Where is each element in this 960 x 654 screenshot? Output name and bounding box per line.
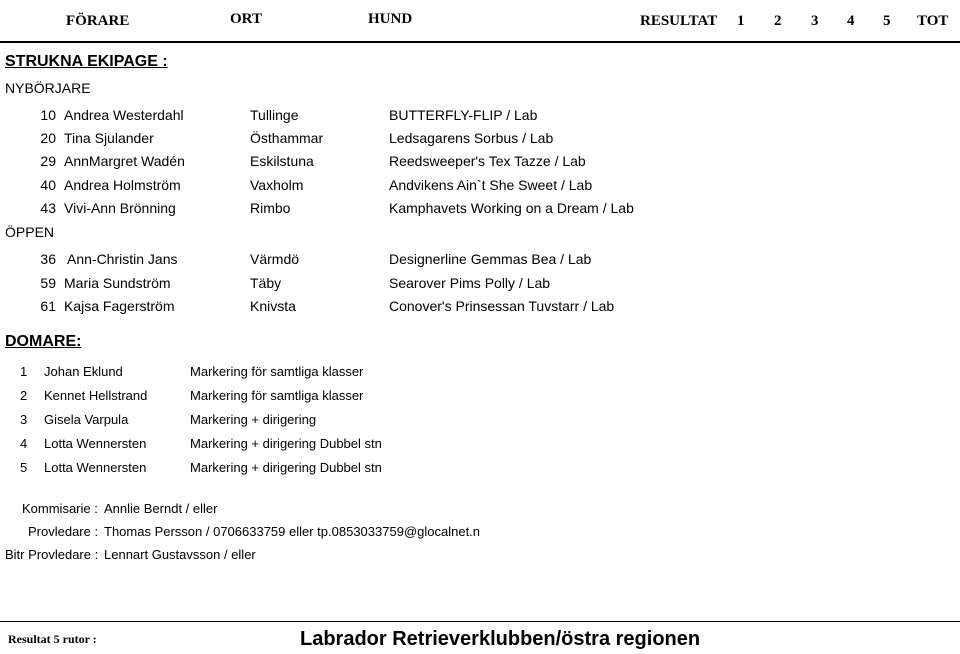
provledare-label: Provledare :: [28, 524, 99, 539]
handler-city: Tullinge: [250, 107, 299, 123]
dog-name: Conover's Prinsessan Tuvstarr / Lab: [389, 298, 615, 314]
domare-title: DOMARE:: [5, 333, 82, 350]
handler-city: Östhammar: [250, 130, 324, 146]
footer-club-name: Labrador Retrieverklubben/östra regionen: [300, 628, 701, 650]
judge-name: Lotta Wennersten: [44, 460, 147, 475]
dog-name: BUTTERFLY-FLIP / Lab: [389, 107, 538, 123]
handler-name: Tina Sjulander: [64, 130, 154, 146]
bitr-provledare-value: Lennart Gustavsson / eller: [104, 547, 256, 562]
handler-city: Värmdö: [250, 251, 300, 267]
judge-name: Lotta Wennersten: [44, 436, 147, 451]
handler-name: Maria Sundström: [64, 275, 171, 291]
handler-city: Rimbo: [250, 200, 291, 216]
handler-name: Ann-Christin Jans: [67, 251, 178, 267]
judge-task: Markering för samtliga klasser: [190, 364, 364, 379]
header-forare: FÖRARE: [66, 13, 130, 29]
dog-name: Kamphavets Working on a Dream / Lab: [389, 200, 634, 216]
footer-resultat-label: Resultat 5 rutor :: [8, 632, 97, 646]
dog-name: Searover Pims Polly / Lab: [389, 275, 551, 291]
header-col-3: 3: [811, 13, 819, 29]
kommisarie-value: Annlie Berndt / eller: [104, 501, 218, 516]
judge-name: Kennet Hellstrand: [44, 388, 148, 403]
judge-task: Markering för samtliga klasser: [190, 388, 364, 403]
header-resultat: RESULTAT: [640, 13, 718, 29]
header-ort: ORT: [230, 11, 262, 27]
judge-task: Markering + dirigering Dubbel stn: [190, 436, 382, 451]
handler-city: Eskilstuna: [250, 153, 314, 169]
judge-number: 2: [20, 388, 28, 403]
dog-name: Andvikens Ain`t She Sweet / Lab: [389, 177, 593, 193]
dog-name: Designerline Gemmas Bea / Lab: [389, 251, 592, 267]
provledare-value: Thomas Persson / 0706633759 eller tp.0853033759@glocalnet.n: [104, 524, 481, 539]
start-number: 59: [40, 275, 56, 291]
judge-task: Markering + dirigering: [190, 412, 317, 427]
bitr-provledare-label: Bitr Provledare :: [5, 547, 99, 562]
start-number: 43: [40, 200, 56, 216]
judge-task: Markering + dirigering Dubbel stn: [190, 460, 382, 475]
judge-number: 4: [20, 436, 28, 451]
handler-name: Andrea Holmström: [64, 177, 181, 193]
handler-name: Vivi-Ann Brönning: [64, 200, 176, 216]
header-separator: [0, 41, 960, 43]
header-tot: TOT: [917, 13, 949, 29]
start-number: 40: [40, 177, 56, 193]
dog-name: Ledsagarens Sorbus / Lab: [389, 130, 554, 146]
judge-number: 5: [20, 460, 28, 475]
handler-name: AnnMargret Wadén: [64, 153, 185, 169]
handler-city: Täby: [250, 275, 282, 291]
handler-name: Andrea Westerdahl: [64, 107, 184, 123]
handler-city: Vaxholm: [250, 177, 304, 193]
header-col-4: 4: [847, 13, 855, 29]
header-col-2: 2: [774, 13, 782, 29]
kommisarie-label: Kommisarie :: [22, 501, 98, 516]
header-col-5: 5: [883, 13, 891, 29]
judge-name: Johan Eklund: [44, 364, 123, 379]
judge-name: Gisela Varpula: [44, 412, 129, 427]
header-col-1: 1: [737, 13, 745, 29]
dog-name: Reedsweeper's Tex Tazze / Lab: [389, 153, 586, 169]
start-number: 20: [40, 130, 56, 146]
footer-separator: [0, 621, 960, 622]
start-number: 29: [40, 153, 56, 169]
strukna-title: STRUKNA EKIPAGE :: [5, 53, 168, 70]
nyborjare-label: NYBÖRJARE: [5, 80, 91, 96]
start-number: 10: [40, 107, 56, 123]
oppen-label: ÖPPEN: [5, 224, 55, 240]
judge-number: 3: [20, 412, 28, 427]
judge-number: 1: [20, 364, 28, 379]
start-number: 36: [40, 251, 56, 267]
start-number: 61: [40, 298, 56, 314]
header-hund: HUND: [368, 11, 413, 27]
handler-name: Kajsa Fagerström: [64, 298, 175, 314]
handler-city: Knivsta: [250, 298, 296, 314]
